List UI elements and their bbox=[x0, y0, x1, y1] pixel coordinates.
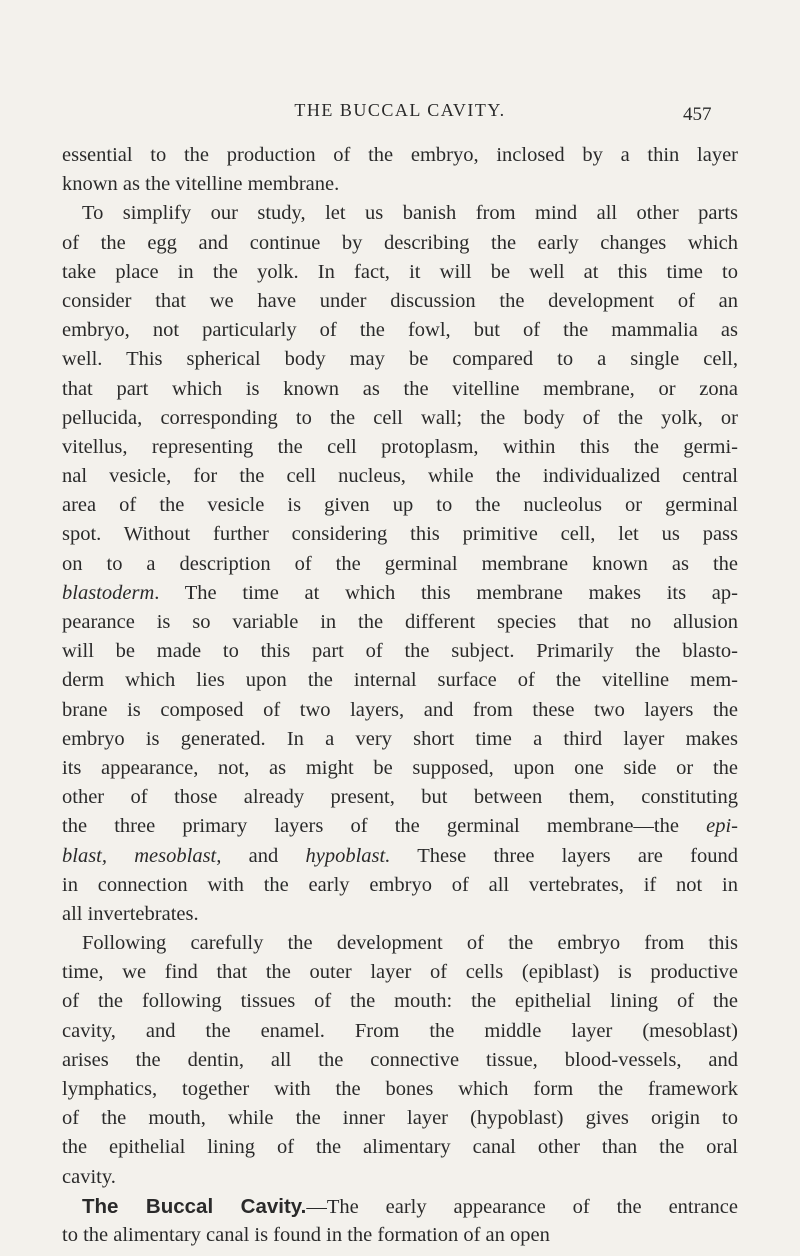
italic-term: blast, mesoblast, bbox=[62, 844, 222, 867]
text-line: of the following tissues of the mouth: the epithelial lining of the bbox=[62, 990, 738, 1013]
text-span: —The early appearance of the entrance bbox=[306, 1195, 738, 1218]
text-line: cavity, and the enamel. From the middle layer (mesoblast) bbox=[62, 1019, 738, 1042]
text-line: essential to the production of the embryo, inclosed by a thin layer bbox=[62, 144, 738, 166]
text-line: in connection with the early embryo of all vertebrates, if not in bbox=[62, 873, 738, 896]
running-head: THE BUCCAL CAVITY. bbox=[294, 100, 506, 120]
text-line bbox=[62, 579, 738, 608]
text-span: the three primary layers of the germinal membrane—the bbox=[62, 815, 707, 838]
text-line: all invertebrates. bbox=[62, 902, 199, 925]
text-line: consider that we have under discussion the development of an bbox=[62, 289, 738, 312]
paragraph bbox=[62, 929, 738, 1192]
text-line bbox=[62, 1192, 738, 1221]
text-line: To simplify our study, let us banish from mind all other parts bbox=[82, 202, 738, 225]
text-line: pellucida, corresponding to the cell wall; the body of the yolk, or bbox=[62, 406, 738, 429]
text-line bbox=[62, 842, 738, 871]
text-line: embryo is generated. In a very short time a third layer makes bbox=[62, 727, 738, 750]
italic-term: hypoblast. bbox=[305, 844, 391, 867]
text-line: other of those already present, but between them, constituting bbox=[62, 786, 738, 809]
text-line: nal vesicle, for the cell nucleus, while the individualized central bbox=[62, 465, 738, 488]
text-line: take place in the yolk. In fact, it will be well at this time to bbox=[62, 260, 738, 283]
text-line: spot. Without further considering this primitive cell, let us pass bbox=[62, 523, 738, 546]
text-line: arises the dentin, all the connective tissue, blood-vessels, and bbox=[62, 1048, 738, 1071]
text-line: lymphatics, together with the bones which form the framework bbox=[62, 1078, 738, 1100]
text-line: will be made to this part of the subject. Primarily the blasto- bbox=[62, 640, 738, 663]
text-line: derm which lies upon the internal surface of the vitelline mem- bbox=[62, 669, 738, 692]
text-line: that part which is known as the vitelline membrane, or zona bbox=[62, 377, 738, 400]
paragraph bbox=[62, 199, 738, 929]
text-span: These three layers are found bbox=[390, 844, 738, 867]
paragraph bbox=[62, 1192, 738, 1250]
text-span: and bbox=[221, 844, 306, 867]
text-line bbox=[62, 812, 738, 841]
text-line: known as the vitelline membrane. bbox=[62, 173, 340, 196]
text-line: embryo, not particularly of the fowl, but of the mammalia as bbox=[62, 319, 738, 342]
text-line: area of the vesicle is given up to the nucleolus or germinal bbox=[62, 494, 738, 517]
text-line: of the egg and continue by describing the early changes which bbox=[62, 231, 738, 254]
text-line: cavity. bbox=[62, 1165, 116, 1188]
text-line: brane is composed of two layers, and from these two layers the bbox=[62, 698, 738, 721]
text-line: the epithelial lining of the alimentary canal other than the oral bbox=[62, 1136, 738, 1159]
text-line: time, we find that the outer layer of cells (epiblast) is productive bbox=[62, 961, 738, 984]
italic-term: blastoderm bbox=[62, 581, 155, 604]
body-text bbox=[62, 141, 738, 1250]
text-line: its appearance, not, as might be supposed, upon one side or the bbox=[62, 756, 738, 779]
text-line: Following carefully the development of the embryo from this bbox=[82, 932, 738, 955]
text-span: . The time at which this membrane makes its ap- bbox=[154, 581, 738, 604]
text-line: on to a description of the germinal membrane known as the bbox=[62, 552, 738, 575]
text-line: vitellus, representing the cell protoplasm, within this the germi- bbox=[62, 435, 738, 458]
page-number: 457 bbox=[683, 104, 712, 125]
italic-term: epi- bbox=[706, 815, 738, 838]
text-line: of the mouth, while the inner layer (hypoblast) gives origin to bbox=[62, 1107, 738, 1130]
text-line: pearance is so variable in the different species that no allusion bbox=[62, 611, 738, 633]
paragraph bbox=[62, 141, 738, 199]
text-line: well. This spherical body may be compared to a single cell, bbox=[62, 348, 738, 371]
section-heading: The Buccal Cavity. bbox=[82, 1194, 307, 1218]
text-line: to the alimentary canal is found in the formation of an open bbox=[62, 1223, 550, 1246]
